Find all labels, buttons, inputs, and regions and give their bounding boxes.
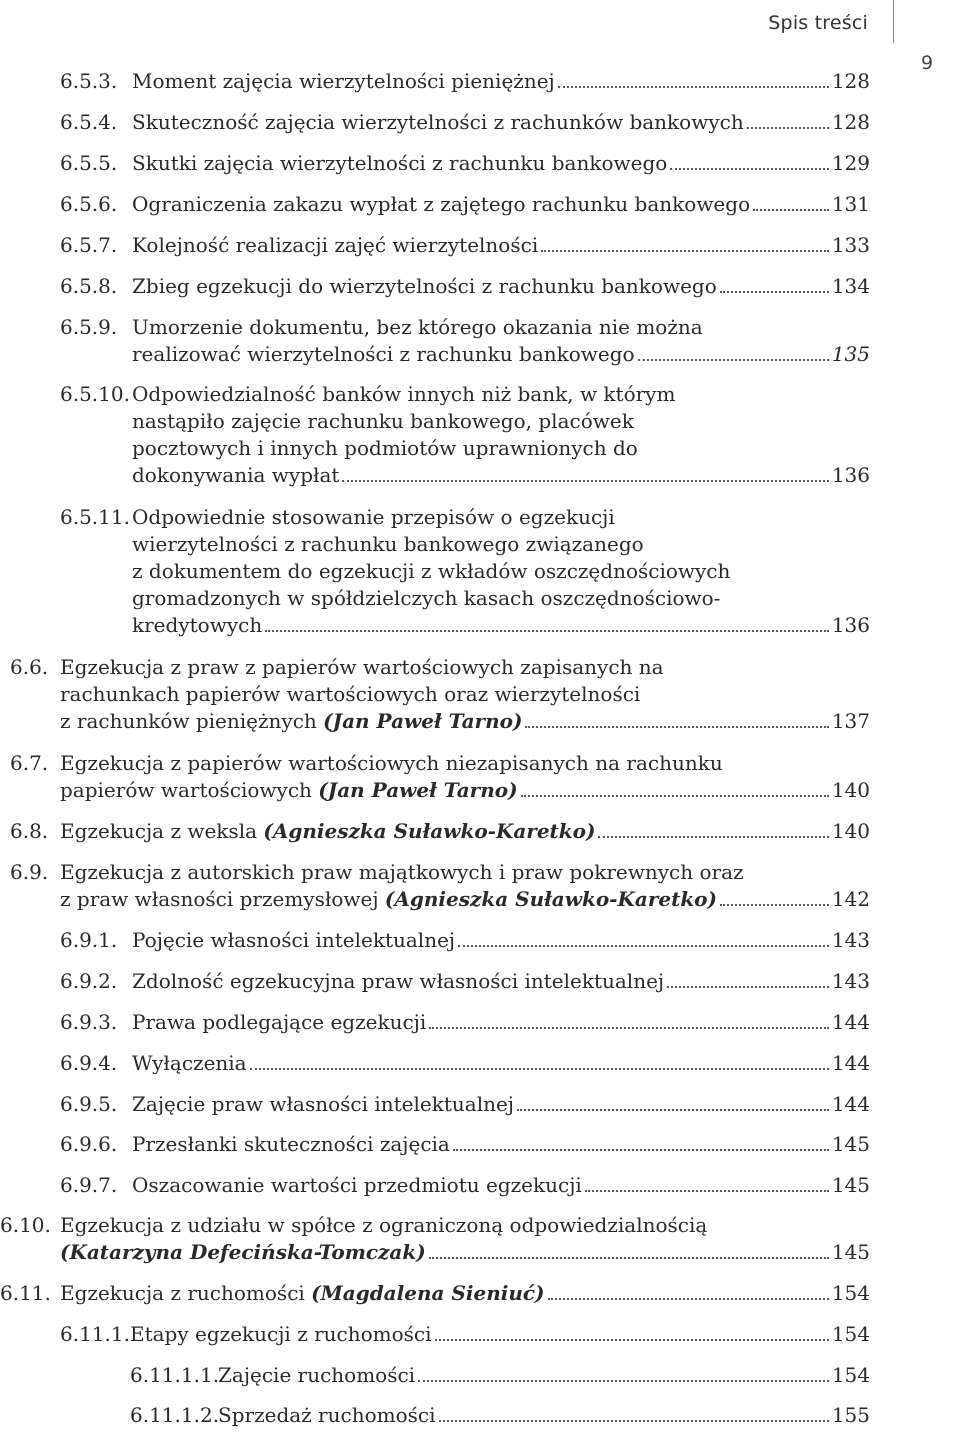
toc-entry[interactable]	[130, 1402, 870, 1429]
toc-entry-title: Zdolność egzekucyjna praw własności intelektualnej	[132, 969, 665, 993]
dot-leader	[429, 1027, 829, 1029]
toc-entry[interactable]	[60, 1091, 870, 1118]
toc-entry-title: Kolejność realizacji zajęć wierzytelności	[132, 233, 539, 257]
toc-entry-title-cont: dokonywania wypłat	[132, 463, 340, 487]
toc-entry-title-cont: rachunkach papierów wartościowych oraz wierzytelności	[60, 682, 641, 706]
toc-entry-number: 6.5.10.	[60, 382, 130, 406]
toc-entry-title: Egzekucja z praw z papierów wartościowych zapisanych na	[60, 655, 664, 679]
toc-entry-page: 136	[831, 463, 870, 487]
toc-entry-title: Pojęcie własności intelektualnej	[132, 928, 456, 952]
toc-entry-page: 143	[831, 969, 870, 993]
toc-entry-title-cont: nastąpiło zajęcie rachunku bankowego, placówek	[132, 409, 634, 433]
toc-entry-title: Egzekucja z weksla	[60, 819, 258, 843]
toc-entry-title-cont: z rachunków pieniężnych	[60, 709, 317, 733]
toc-entry[interactable]	[60, 109, 870, 136]
toc-entry-page: 128	[831, 69, 870, 93]
toc-entry[interactable]	[10, 654, 870, 735]
toc-entry-title-cont: z praw własności przemysłowej	[60, 887, 379, 911]
toc-entry-page: 143	[831, 928, 870, 952]
toc-entry-number: 6.9.4.	[60, 1051, 118, 1075]
toc-entry-number: 6.11.1.1.	[130, 1363, 220, 1387]
toc-entry-number: 6.5.7.	[60, 233, 118, 257]
toc-entry-title: Przesłanki skuteczności zajęcia	[132, 1132, 450, 1156]
dot-leader	[541, 250, 829, 252]
toc-entry-page: 144	[831, 1010, 870, 1034]
toc-entry-title: Odpowiednie stosowanie przepisów o egzekucji	[132, 505, 615, 529]
toc-entry[interactable]	[10, 818, 870, 845]
toc-entry[interactable]	[60, 232, 870, 259]
toc-entry-number: 6.5.6.	[60, 192, 118, 216]
toc-entry-page: 140	[831, 778, 870, 802]
toc-entry-page: 134	[831, 274, 870, 298]
toc-entry-number: 6.11.	[0, 1281, 51, 1305]
toc-entry-number: 6.5.3.	[60, 69, 118, 93]
dot-leader	[747, 127, 829, 129]
dot-leader	[521, 795, 829, 797]
toc-entry-title-cont: z dokumentem do egzekucji z wkładów oszczędnościowych	[132, 559, 731, 583]
running-header: Spis treści	[768, 12, 868, 34]
toc-entry[interactable]	[60, 1131, 870, 1158]
toc-entry-number: 6.8.	[10, 819, 49, 843]
dot-leader	[435, 1339, 829, 1341]
toc-entry-page: 131	[831, 192, 870, 216]
dot-leader	[418, 1380, 829, 1382]
toc-entry-number: 6.5.4.	[60, 110, 118, 134]
page-number: 9	[920, 52, 934, 74]
dot-leader	[638, 359, 829, 361]
toc-entry-title: Wyłączenia	[132, 1051, 247, 1075]
toc-entry[interactable]	[0, 1212, 870, 1266]
toc-entry[interactable]	[130, 1362, 870, 1389]
toc-entry-number: 6.11.1.	[60, 1322, 130, 1346]
toc-entry-number: 6.5.9.	[60, 315, 118, 339]
toc-entry-author: (Jan Paweł Tarno)	[323, 709, 523, 733]
toc-entry-number: 6.5.11.	[60, 505, 130, 529]
toc-entry-page: 135	[831, 342, 870, 366]
toc-entry-title-cont: kredytowych	[132, 613, 263, 637]
toc-entry-title-cont: papierów wartościowych	[60, 778, 312, 802]
toc-entry-title: Zajęcie ruchomości	[218, 1363, 416, 1387]
dot-leader	[598, 836, 828, 838]
toc-entry[interactable]	[60, 1321, 870, 1348]
toc-entry[interactable]	[60, 273, 870, 300]
toc-entry-number: 6.11.1.2.	[130, 1403, 220, 1427]
dot-leader	[558, 86, 829, 88]
toc-entry-page: 140	[831, 819, 870, 843]
toc-entry-page: 154	[831, 1281, 870, 1305]
toc-entry-page: 144	[831, 1051, 870, 1075]
toc-entry[interactable]	[60, 1172, 870, 1199]
toc-entry-title-cont: wierzytelności z rachunku bankowego związanego	[132, 532, 644, 556]
dot-leader	[517, 1109, 829, 1111]
toc-entry-number: 6.7.	[10, 751, 49, 775]
dot-leader	[585, 1190, 829, 1192]
toc-entry-title: Oszacowanie wartości przedmiotu egzekucji	[132, 1173, 582, 1197]
dot-leader	[753, 209, 829, 211]
dot-leader	[670, 168, 829, 170]
toc-entry-title: Skuteczność zajęcia wierzytelności z rachunków bankowych	[132, 110, 744, 134]
toc-entry-number: 6.6.	[10, 655, 49, 679]
toc-entry-page: 154	[831, 1363, 870, 1387]
dot-leader	[667, 986, 829, 988]
toc-entry-page: 133	[831, 233, 870, 257]
toc-entry-title: Zbieg egzekucji do wierzytelności z rachunku bankowego	[132, 274, 717, 298]
toc-entry-author: (Katarzyna Defecińska-Tomczak)	[60, 1240, 426, 1264]
toc-entry-number: 6.9.	[10, 860, 49, 884]
toc-entry-number: 6.5.5.	[60, 151, 118, 175]
toc-entry[interactable]	[60, 968, 870, 995]
toc-entry-page: 155	[831, 1403, 870, 1427]
toc-entry-title: Ograniczenia zakazu wypłat z zajętego rachunku bankowego	[132, 192, 751, 216]
toc-entry[interactable]	[60, 191, 870, 218]
dot-leader	[439, 1420, 829, 1422]
dot-leader	[720, 904, 829, 906]
toc-entry[interactable]	[60, 68, 870, 95]
toc-entry[interactable]	[10, 750, 870, 804]
toc-entry-number: 6.9.7.	[60, 1173, 118, 1197]
toc-entry-title: Moment zajęcia wierzytelności pieniężnej	[132, 69, 555, 93]
toc-entry[interactable]	[60, 1050, 870, 1077]
toc-entry[interactable]	[60, 927, 870, 954]
toc-entry-page: 154	[831, 1322, 870, 1346]
toc-entry-number: 6.10.	[0, 1213, 51, 1237]
toc-entry-title: Egzekucja z autorskich praw majątkowych i praw pokrewnych oraz	[60, 860, 744, 884]
toc-entry[interactable]	[60, 314, 870, 368]
toc-entry-number: 6.9.6.	[60, 1132, 118, 1156]
toc-entry-title: Egzekucja z papierów wartościowych niezapisanych na rachunku	[60, 751, 723, 775]
toc-entry[interactable]	[10, 859, 870, 913]
toc-entry-title-cont: pocztowych i innych podmiotów uprawnionych do	[132, 436, 638, 460]
toc-entry-page: 129	[831, 151, 870, 175]
toc-entry-title-cont: gromadzonych w spółdzielczych kasach oszczędnościowo-	[132, 586, 721, 610]
toc-entry-title: Skutki zajęcia wierzytelności z rachunku bankowego	[132, 151, 668, 175]
toc-entry-page: 142	[831, 887, 870, 911]
toc-entry-number: 6.9.3.	[60, 1010, 118, 1034]
toc-entry-page: 137	[831, 709, 870, 733]
toc-entry-title-cont: realizować wierzytelności z rachunku bankowego	[132, 342, 635, 366]
toc-entry-author: (Agnieszka Suławko-Karetko)	[384, 887, 717, 911]
toc-entry-title: Egzekucja z ruchomości	[60, 1281, 305, 1305]
toc-entry-page: 144	[831, 1092, 870, 1116]
toc-entry-page: 145	[831, 1240, 870, 1264]
toc-entry[interactable]	[60, 381, 870, 489]
toc-entry-title: Zajęcie praw własności intelektualnej	[132, 1092, 515, 1116]
toc-entry[interactable]	[60, 504, 870, 639]
toc-entry-number: 6.9.1.	[60, 928, 118, 952]
toc-entry-title: Egzekucja z udziału w spółce z ograniczoną odpowiedzialnością	[60, 1213, 708, 1237]
dot-leader	[429, 1257, 829, 1259]
toc-entry-number: 6.9.2.	[60, 969, 118, 993]
toc-entry-title: Sprzedaż ruchomości	[218, 1403, 436, 1427]
toc-entry-title: Prawa podlegające egzekucji	[132, 1010, 427, 1034]
toc-entry-page: 128	[831, 110, 870, 134]
dot-leader	[453, 1149, 829, 1151]
dot-leader	[548, 1298, 829, 1300]
toc-entry[interactable]	[60, 150, 870, 177]
toc-entry-page: 145	[831, 1173, 870, 1197]
dot-leader	[342, 480, 828, 482]
toc-entry[interactable]	[60, 1009, 870, 1036]
toc-entry-number: 6.5.8.	[60, 274, 118, 298]
dot-leader	[458, 945, 829, 947]
toc-entry-number: 6.9.5.	[60, 1092, 118, 1116]
dot-leader	[525, 726, 828, 728]
toc-entry-author: (Jan Paweł Tarno)	[318, 778, 518, 802]
toc-entry-author: (Agnieszka Suławko-Karetko)	[263, 819, 596, 843]
toc-entry-page: 145	[831, 1132, 870, 1156]
toc-entry-title: Odpowiedzialność banków innych niż bank, w którym	[132, 382, 676, 406]
dot-leader	[265, 630, 829, 632]
dot-leader	[720, 291, 829, 293]
toc-entry-title: Etapy egzekucji z ruchomości	[130, 1322, 432, 1346]
toc-entry[interactable]	[0, 1280, 870, 1307]
toc-entry-page: 136	[831, 613, 870, 637]
dot-leader	[250, 1068, 829, 1070]
toc-entry-author: (Magdalena Sieniuć)	[311, 1281, 545, 1305]
toc-entry-title: Umorzenie dokumentu, bez którego okazania nie można	[132, 315, 703, 339]
